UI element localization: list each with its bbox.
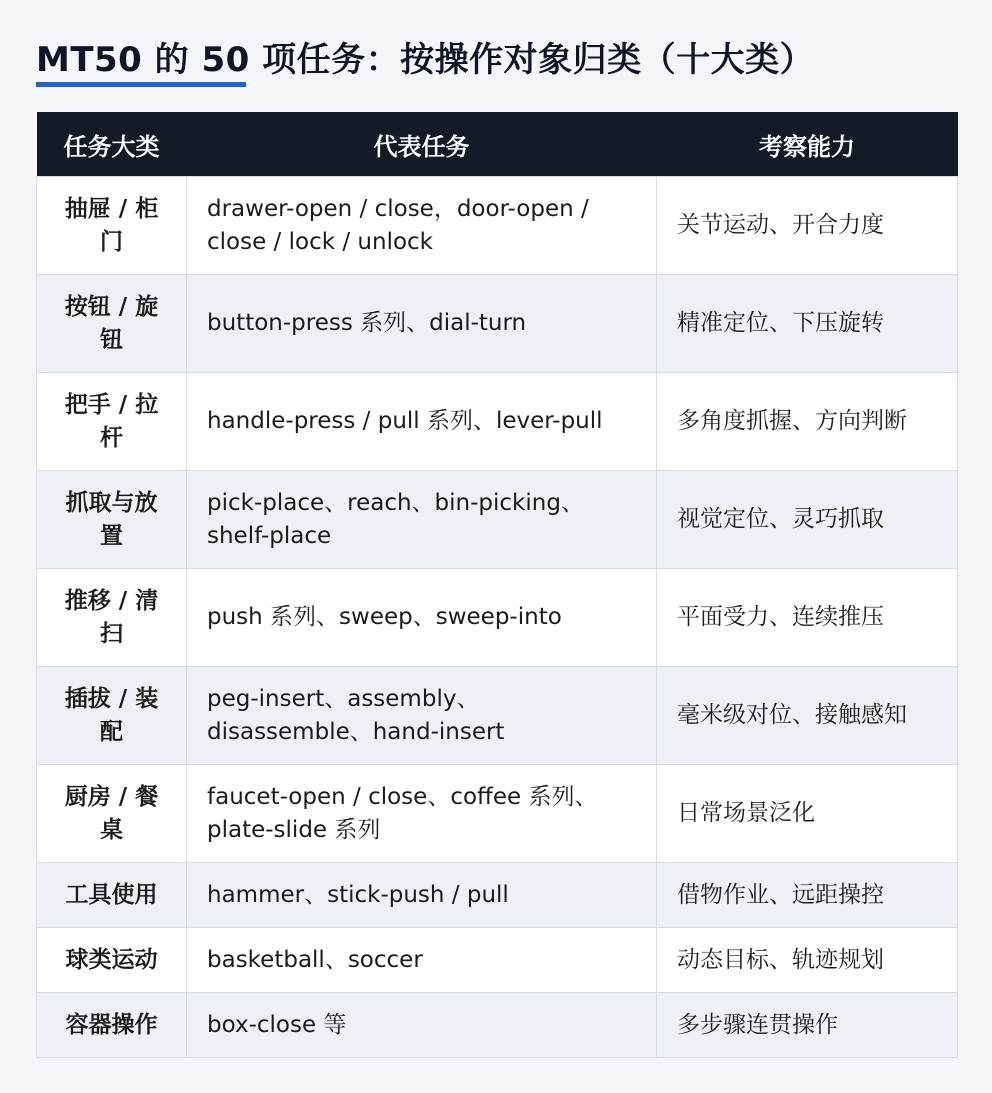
table-body <box>37 177 958 1058</box>
tasks-cell: faucet-open / close、coffee 系列、plate-slide 系列 <box>187 765 657 863</box>
table-row <box>37 373 958 471</box>
tasks-cell: pick-place、reach、bin-picking、shelf-place <box>187 471 657 569</box>
table-row <box>37 569 958 667</box>
category-cell: 厨房 / 餐桌 <box>37 765 187 863</box>
tasks-cell: peg-insert、assembly、disassemble、hand-insert <box>187 667 657 765</box>
table-row <box>37 863 958 928</box>
category-cell: 容器操作 <box>37 993 187 1058</box>
ability-cell: 关节运动、开合力度 <box>657 177 958 275</box>
ability-cell: 多步骤连贯操作 <box>657 993 958 1058</box>
ability-cell: 多角度抓握、方向判断 <box>657 373 958 471</box>
table-row <box>37 667 958 765</box>
table-row <box>37 275 958 373</box>
tasks-cell: basketball、soccer <box>187 928 657 993</box>
category-cell: 球类运动 <box>37 928 187 993</box>
ability-cell: 平面受力、连续推压 <box>657 569 958 667</box>
table-row <box>37 993 958 1058</box>
table-row <box>37 177 958 275</box>
ability-cell: 视觉定位、灵巧抓取 <box>657 471 958 569</box>
ability-cell: 动态目标、轨迹规划 <box>657 928 958 993</box>
ability-cell: 日常场景泛化 <box>657 765 958 863</box>
category-cell: 工具使用 <box>37 863 187 928</box>
title-underline <box>36 82 246 87</box>
category-cell: 抓取与放置 <box>37 471 187 569</box>
table-row <box>37 765 958 863</box>
title-block <box>36 38 814 82</box>
table-row <box>37 928 958 993</box>
header-row <box>37 112 958 177</box>
tasks-cell: handle-press / pull 系列、lever-pull <box>187 373 657 471</box>
tasks-cell: drawer-open / close，door-open / close / lock / unlock <box>187 177 657 275</box>
tasks-cell: hammer、stick-push / pull <box>187 863 657 928</box>
header-category: 任务大类 <box>37 112 187 177</box>
ability-cell: 毫米级对位、接触感知 <box>657 667 958 765</box>
header-tasks: 代表任务 <box>187 112 657 177</box>
page-title: MT50 的 50 项任务：按操作对象归类（十大类） <box>36 40 815 80</box>
tasks-cell: button-press 系列、dial-turn <box>187 275 657 373</box>
category-cell: 把手 / 拉杆 <box>37 373 187 471</box>
category-cell: 插拔 / 装配 <box>37 667 187 765</box>
table-row <box>37 471 958 569</box>
category-cell: 抽屉 / 柜门 <box>37 177 187 275</box>
category-cell: 推移 / 清扫 <box>37 569 187 667</box>
header-ability: 考察能力 <box>657 112 958 177</box>
ability-cell: 精准定位、下压旋转 <box>657 275 958 373</box>
tasks-cell: push 系列、sweep、sweep-into <box>187 569 657 667</box>
table-header <box>37 112 958 177</box>
tasks-cell: box-close 等 <box>187 993 657 1058</box>
task-category-table <box>36 112 958 1058</box>
ability-cell: 借物作业、远距操控 <box>657 863 958 928</box>
category-cell: 按钮 / 旋钮 <box>37 275 187 373</box>
